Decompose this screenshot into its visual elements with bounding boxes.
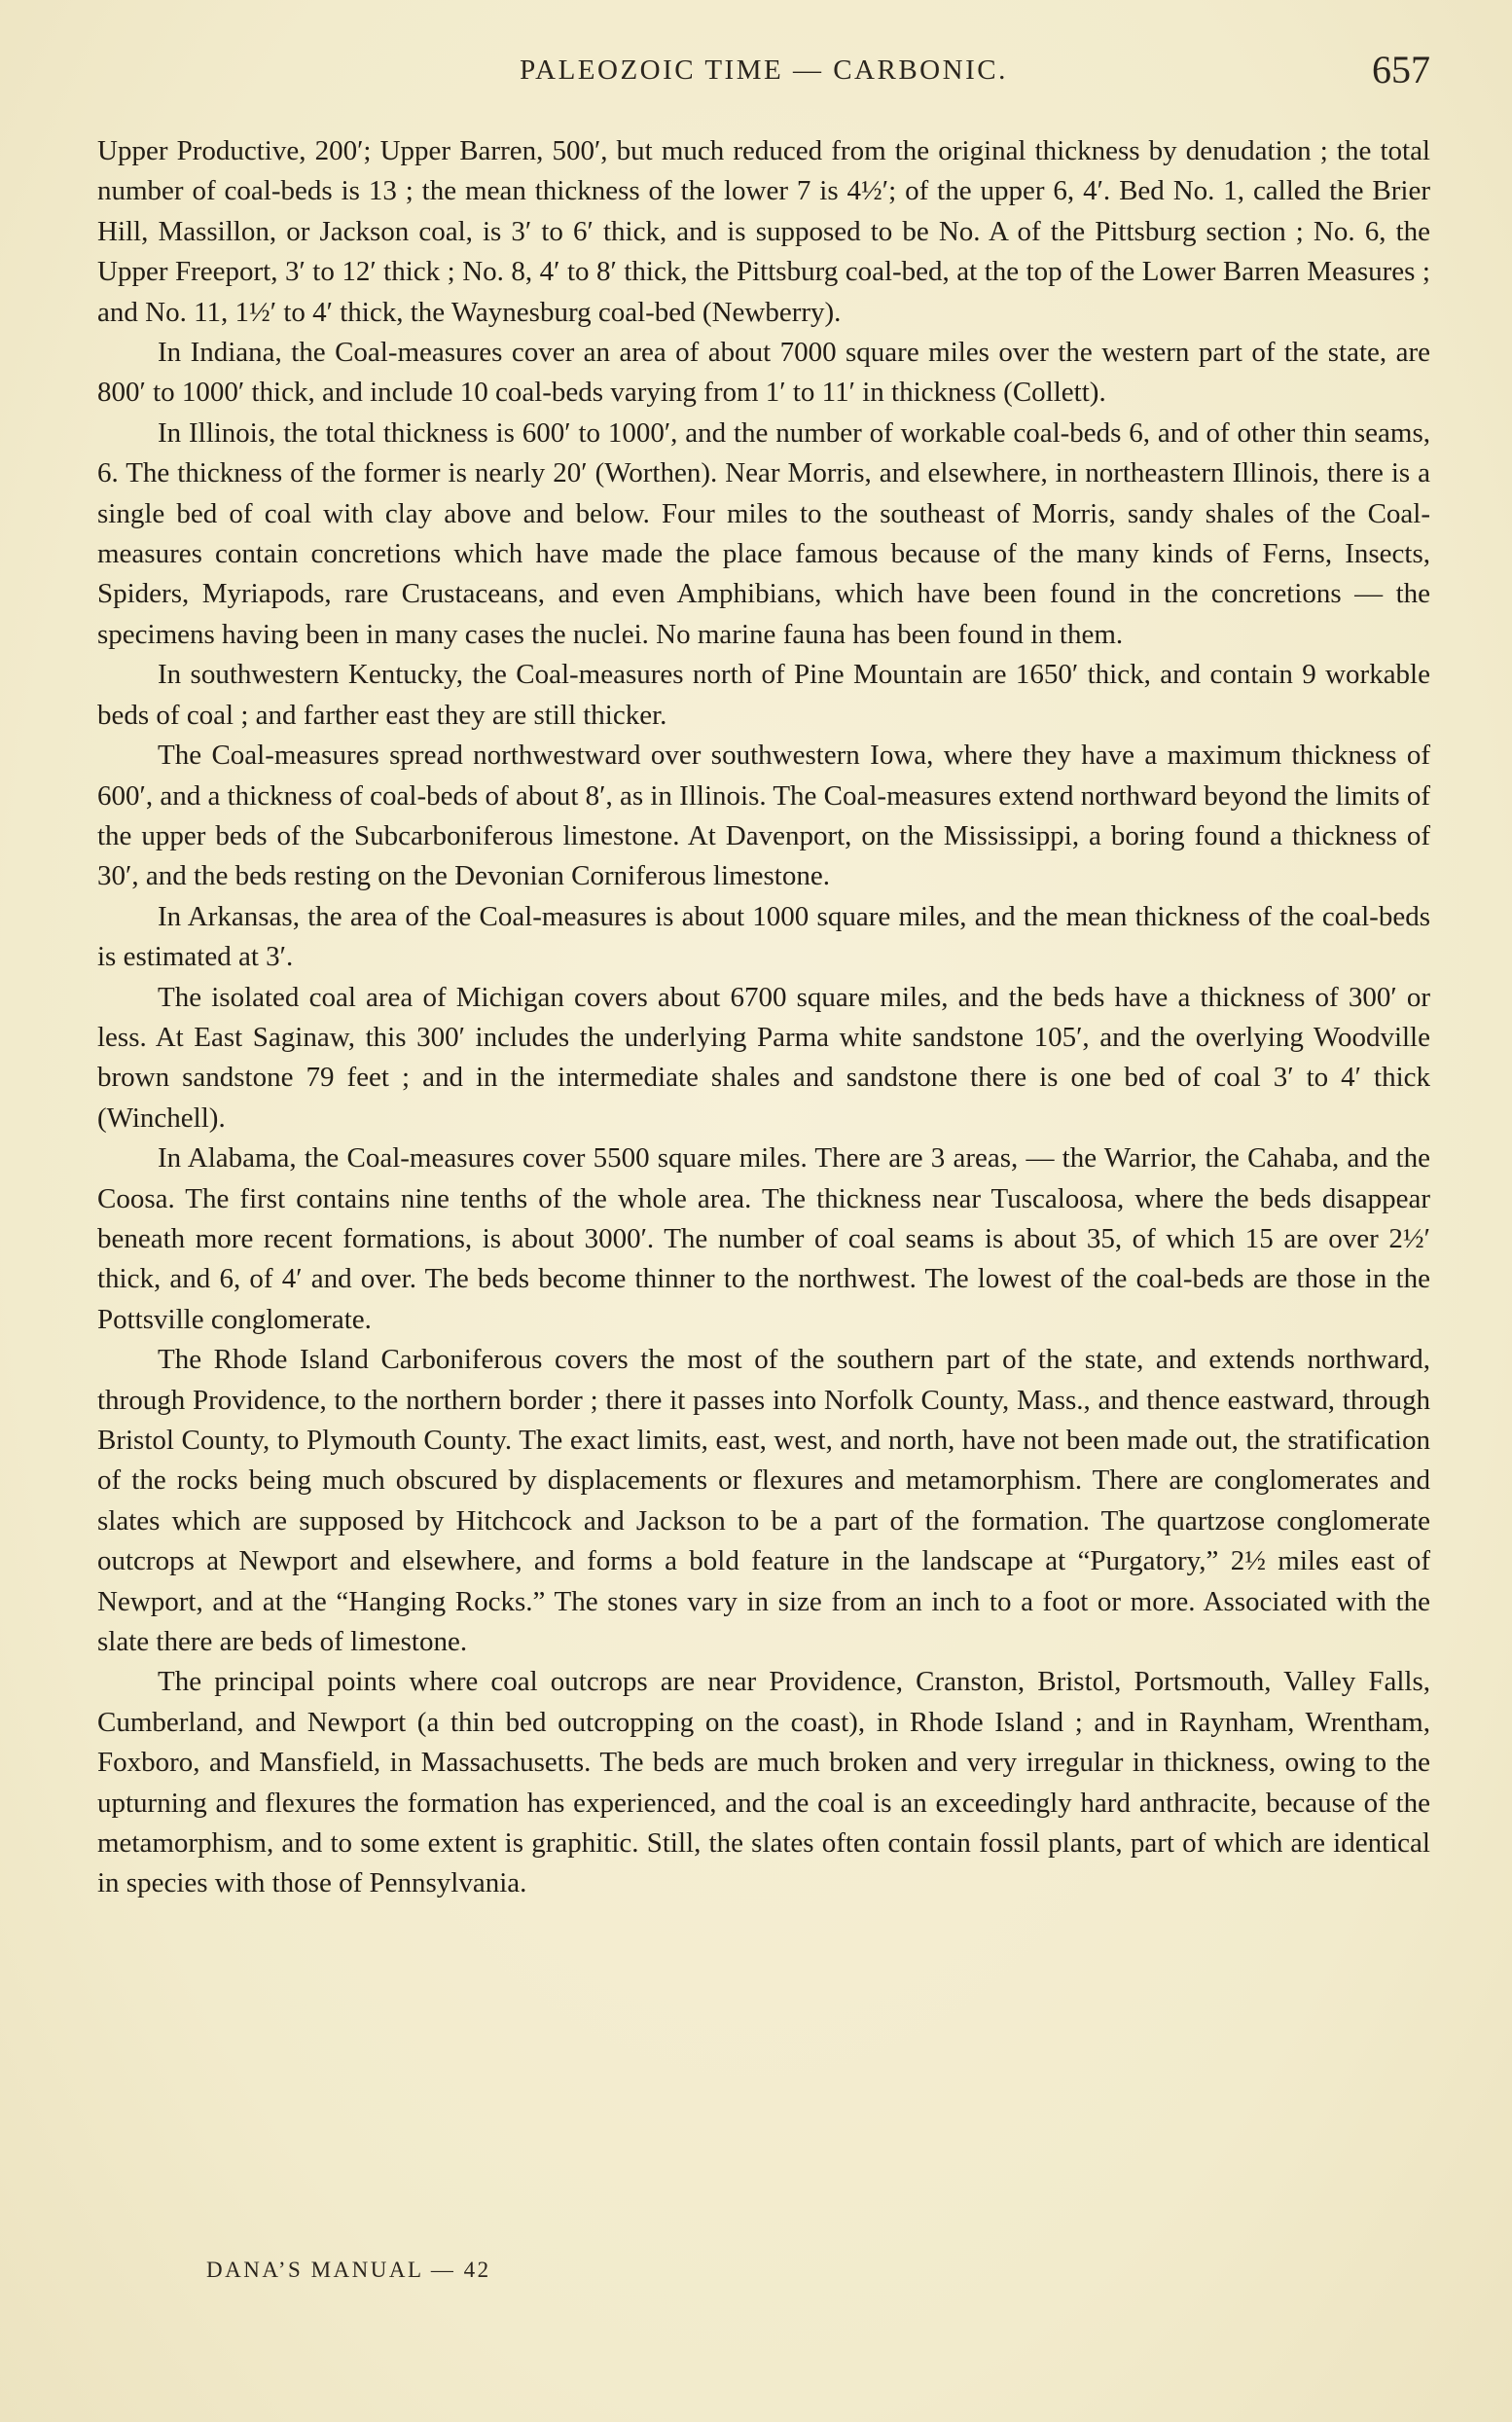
paragraph-rhode-island: The Rhode Island Carboniferous covers the most of the southern part of the state, and extends northward, through Providence, to the northern border ; there it passes into Norfolk County, Mass., and thence eastward, through Bristol County, to Plymouth County. The exact limits, east, west, and north, have not been made out, the stratification of the rocks being much obscured by displacements or flexures and metamorphism. There are conglomerates and slates which are supposed by Hitchcock and Jackson to be a part of the formation. The quartzose conglomerate outcrops at Newport and elsewhere, and forms a bold feature in the landscape at “Purgatory,” 2½ miles east of Newport, and at the “Hanging Rocks.” The stones vary in size from an inch to a foot or more. Associated with the slate there are beds of limestone. [97, 1344, 1430, 1658]
body-text [97, 131, 1430, 1904]
signature-mark: DANA’S MANUAL — 42 [206, 2258, 491, 2282]
paragraph-ohio-continued: Upper Productive, 200′; Upper Barren, 500′, but much reduced from the original thickness by denudation ; the total number of coal-beds is 13 ; the mean thickness of the lower 7 is 4½′; of the upper 6, 4′. Bed No. 1, called the Brier Hill, Massillon, or Jackson coal, is 3′ to 6′ thick, and is supposed to be No. A of the Pittsburg section ; No. 6, the Upper Freeport, 3′ to 12′ thick ; No. 8, 4′ to 8′ thick, the Pittsburg coal-bed, at the top of the Lower Barren Measures ; and No. 11, 1½′ to 4′ thick, the Waynesburg coal-bed (Newberry). [97, 135, 1430, 328]
page-number: 657 [1372, 48, 1430, 91]
paragraph-coal-outcrops: The principal points where coal outcrops are near Providence, Cranston, Bristol, Portsmouth, Valley Falls, Cumberland, and Newport (a thin bed outcropping on the coast), in Rhode Island ; and in Raynham, Wrentham, Foxboro, and Mansfield, in Massachusetts. The beds are much broken and very irregular in thickness, owing to the upturning and flexures the formation has experienced, and the coal is an exceedingly hard anthracite, because of the metamorphism, and to some extent is graphitic. Still, the slates often contain fossil plants, part of which are identical in species with those of Pennsylvania. [97, 1666, 1430, 1899]
paragraph-illinois: In Illinois, the total thickness is 600′ to 1000′, and the number of workable coal-beds 6, and of other thin seams, 6. The thickness of the former is nearly 20′ (Worthen). Near Morris, and elsewhere, in northeastern Illinois, there is a single bed of coal with clay above and below. Four miles to the southeast of Morris, sandy shales of the Coal-measures contain concretions which have made the place famous because of the many kinds of Ferns, Insects, Spiders, Myriapods, rare Crustaceans, and even Amphibians, which have been found in the concretions — the specimens having been in many cases the nuclei. No marine fauna has been found in them. [97, 416, 1430, 650]
paragraph-iowa: The Coal-measures spread northwestward over southwestern Iowa, where they have a maximum thickness of 600′, and a thickness of coal-beds of about 8′, as in Illinois. The Coal-measures extend northward beyond the limits of the upper beds of the Subcarboniferous limestone. At Davenport, on the Mississippi, a boring found a thickness of 30′, and the beds resting on the Devonian Corniferous limestone. [97, 740, 1431, 892]
paragraph-arkansas: In Arkansas, the area of the Coal-measures is about 1000 square miles, and the mean thickness of the coal-beds is estimated at 3′. [97, 900, 1430, 973]
paragraph-michigan: The isolated coal area of Michigan covers about 6700 square miles, and the beds have a thickness of 300′ or less. At East Saginaw, this 300′ includes the underlying Parma white sandstone 105′, and the overlying Woodville brown sandstone 79 feet ; and in the intermediate shales and sandstone there is one bed of coal 3′ to 4′ thick (Winchell). [97, 981, 1430, 1134]
paragraph-indiana: In Indiana, the Coal-measures cover an area of about 7000 square miles over the western part of the state, are 800′ to 1000′ thick, and include 10 coal-beds varying from 1′ to 11′ in thickness (Collett). [97, 337, 1430, 409]
running-head-title: PALEOZOIC TIME — CARBONIC. [520, 54, 1008, 86]
paragraph-kentucky: In southwestern Kentucky, the Coal-measures north of Pine Mountain are 1650′ thick, and contain 9 workable beds of coal ; and farther east they are still thicker. [97, 659, 1430, 731]
paragraph-alabama: In Alabama, the Coal-measures cover 5500 square miles. There are 3 areas, — the Warrior, the Cahaba, and the Coosa. The first contains nine tenths of the whole area. The thickness near Tuscaloosa, where the beds disappear beneath more recent formations, is about 3000′. The number of coal seams is about 35, of which 15 are over 2½′ thick, and 6, of 4′ and over. The beds become thinner to the northwest. The lowest of the coal-beds are those in the Pottsville conglomerate. [97, 1142, 1430, 1335]
running-head [97, 47, 1430, 105]
